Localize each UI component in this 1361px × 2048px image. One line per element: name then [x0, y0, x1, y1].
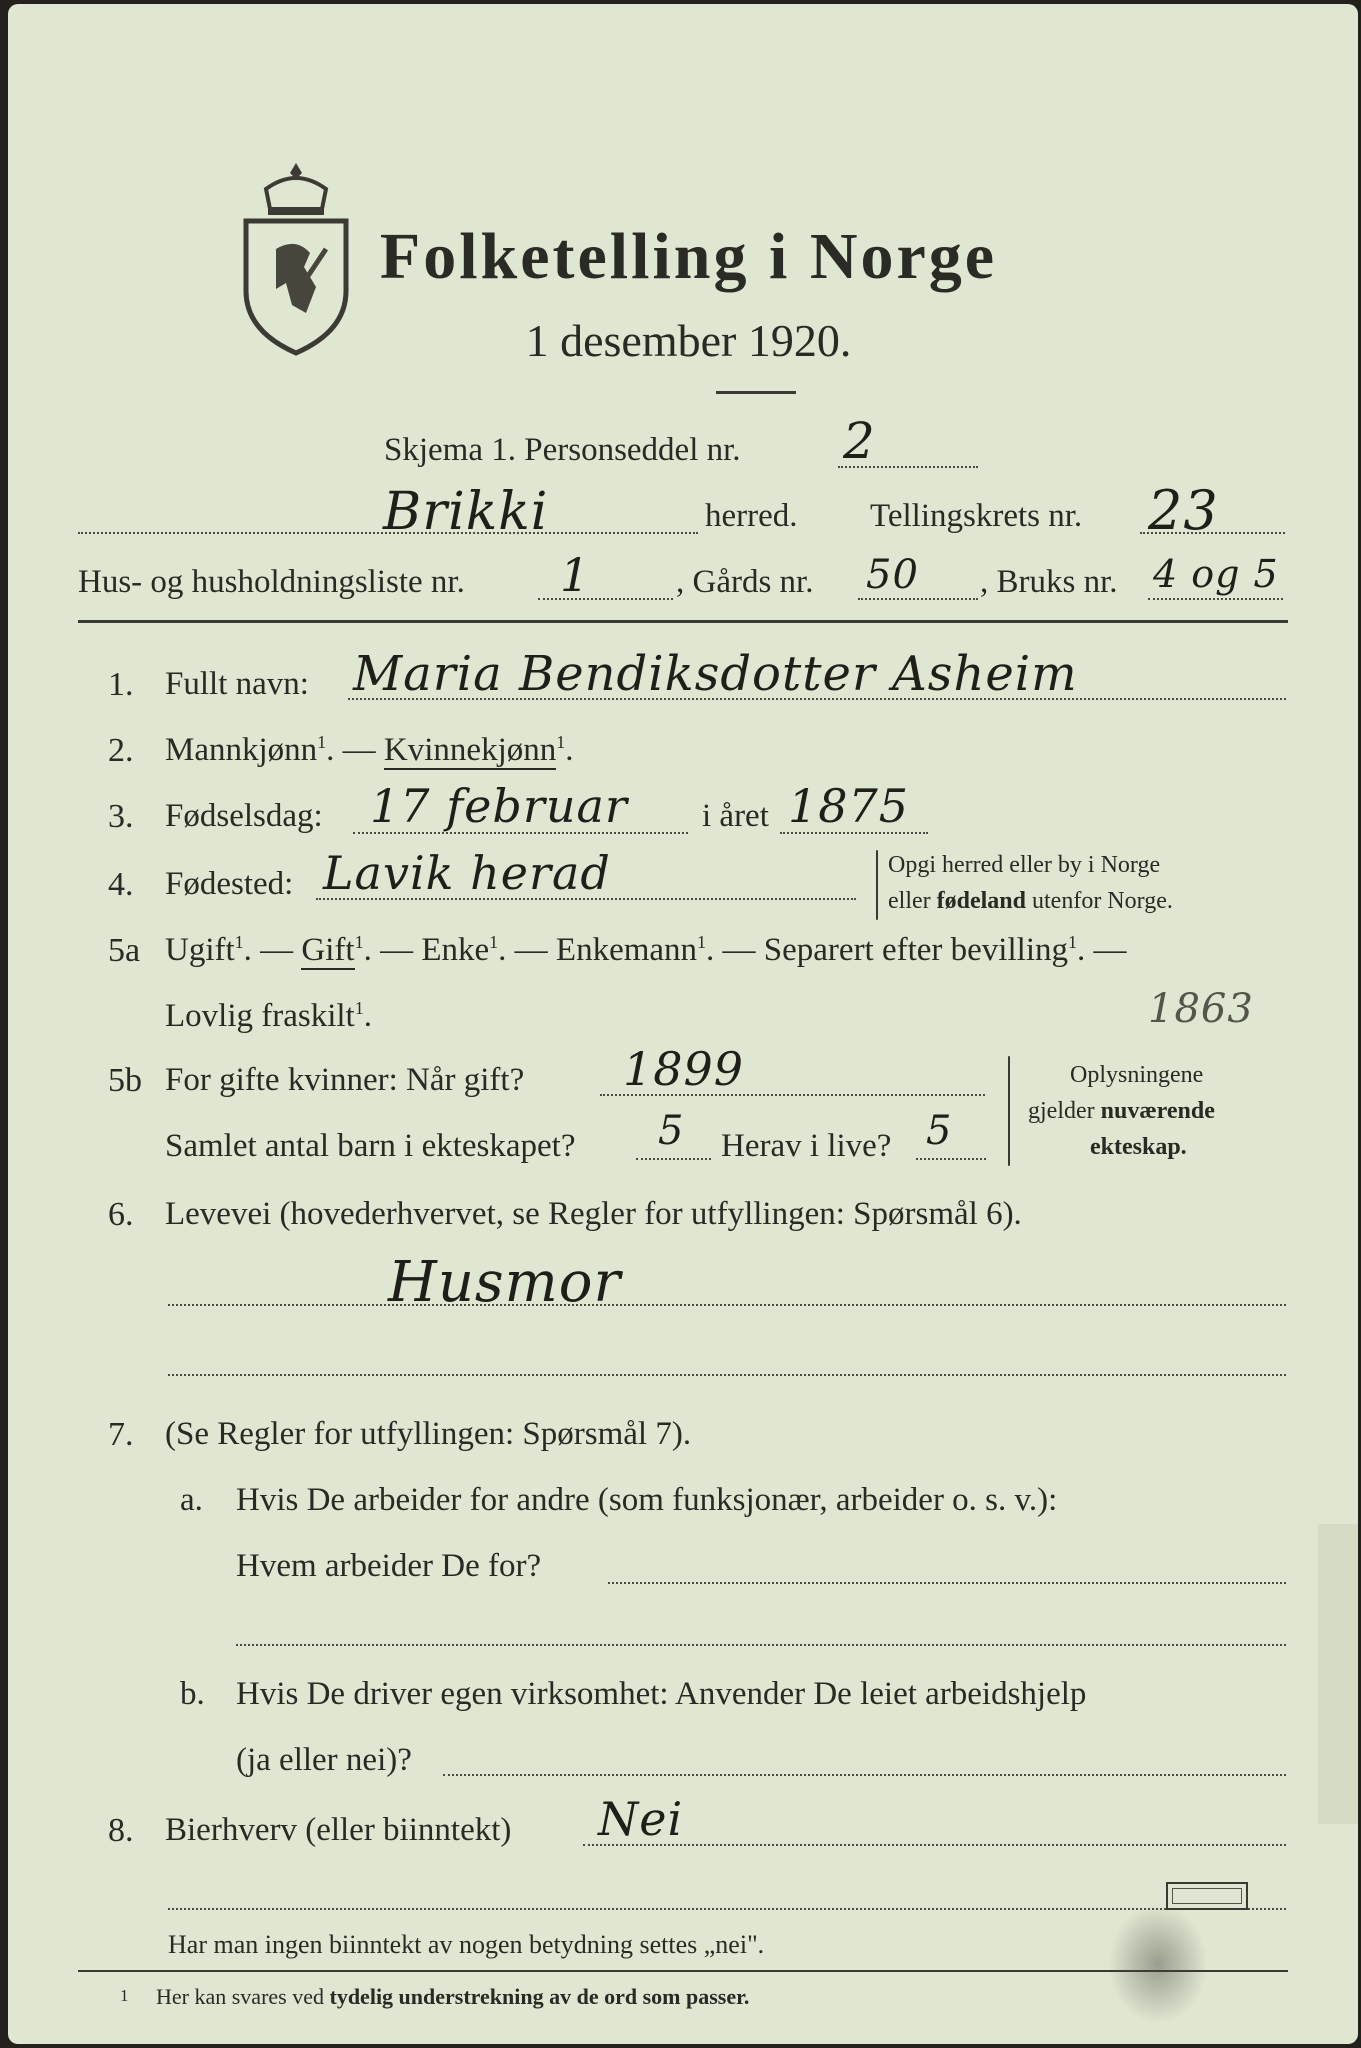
census-date: 1 desember 1920. [525, 315, 852, 366]
option-gift-underlined[interactable]: Gift [301, 932, 355, 968]
schema-label: Skjema 1. Personseddel nr. [384, 432, 741, 468]
q1-full-name: Maria Bendiksdotter Asheim [353, 646, 1078, 702]
personseddel-number: 2 [843, 412, 876, 470]
gards-label: , Gårds nr. [676, 564, 814, 600]
q5b-barn-label: Samlet antal barn i ekteskapet? [165, 1128, 576, 1164]
q4-birthplace: Lavik herad [323, 846, 611, 900]
option-separert[interactable]: Separert efter bevilling [763, 932, 1068, 968]
q5b-ilive-label: Herav i live? [721, 1128, 892, 1164]
hus-label: Hus- og husholdningsliste nr. [78, 564, 465, 600]
bruks-number: 4 og 5 [1153, 552, 1279, 596]
q7-label: (Se Regler for utfyllingen: Spørsmål 7). [165, 1416, 692, 1452]
q3-day-field[interactable] [353, 832, 688, 834]
q5b-note-line3: ekteskap. [1090, 1134, 1187, 1160]
census-form-sheet [8, 4, 1358, 2044]
q5b-note-line2: gjelder nuværende [1028, 1098, 1215, 1124]
q3-year-label: i året [702, 798, 769, 834]
footer-note: Har man ingen biinntekt av nogen betydning settes „nei". [168, 1930, 765, 1959]
q5b-note-line1: Oplysningene [1070, 1062, 1204, 1088]
option-ugift[interactable]: Ugift [165, 932, 235, 968]
option-enkemann[interactable]: Enkemann [555, 932, 698, 968]
q7a-letter: a. [180, 1482, 203, 1518]
margin-note-year: 1863 [1148, 986, 1254, 1032]
q1-number: 1. [108, 666, 134, 703]
tellingskrets-number: 23 [1148, 479, 1219, 542]
q6-field-2[interactable] [168, 1374, 1286, 1376]
footer-rule [78, 1970, 1288, 1972]
bruks-field[interactable] [1148, 598, 1283, 600]
q7a-field[interactable] [608, 1582, 1286, 1584]
q7a-field-2[interactable] [236, 1644, 1286, 1646]
option-fraskilt[interactable]: Lovlig fraskilt [165, 998, 355, 1034]
q5b-label: For gifte kvinner: Når gift? [165, 1062, 525, 1098]
q6-field-1[interactable] [168, 1304, 1286, 1306]
q5b-marriage-year: 1899 [623, 1042, 745, 1096]
option-male[interactable]: Mannkjønn [165, 732, 318, 768]
q5a-options: Ugift$^1$. — Gift$^1$. — Enke$^1$. — Enkemann$^1$. — Separert efter bevilling$^1$. — [165, 932, 1127, 968]
q4-label: Fødested: [165, 866, 294, 902]
paper-edge [1318, 1524, 1358, 1824]
option-female-underlined[interactable]: Kvinnekjønn [383, 732, 557, 768]
q4-note-line2: eller fødeland utenfor Norge. [888, 888, 1173, 914]
q7a-text: Hvis De arbeider for andre (som funksjonær, arbeider o. s. v.): [236, 1482, 1058, 1518]
footnote-marker: 1 [120, 1986, 129, 2005]
q2-options: Mannkjønn$^1$. — Kvinnekjønn$^1$. [165, 732, 574, 768]
q7b-field[interactable] [443, 1774, 1286, 1776]
q7b-question: (ja eller nei)? [236, 1742, 412, 1778]
q4-field[interactable] [316, 898, 856, 900]
option-enke[interactable]: Enke [421, 932, 490, 968]
hus-field[interactable] [538, 598, 673, 600]
tellingskrets-field[interactable] [1140, 532, 1285, 534]
q4-brace [876, 850, 878, 920]
q3-number: 3. [108, 798, 134, 835]
herred-name: Brikki [383, 482, 549, 542]
q7-number: 7. [108, 1416, 134, 1453]
q7b-letter: b. [180, 1676, 205, 1712]
q4-note-line1: Opgi herred eller by i Norge [888, 852, 1161, 878]
q3-birthday: 17 februar [370, 779, 628, 833]
q5b-ilive-field[interactable] [916, 1158, 986, 1160]
bruks-label: , Bruks nr. [980, 564, 1118, 600]
personseddel-field[interactable] [838, 466, 978, 468]
form-title: Folketelling i Norge [379, 220, 998, 293]
tellingskrets-label: Tellingskrets nr. [870, 498, 1083, 534]
q6-number: 6. [108, 1196, 134, 1233]
herred-label: herred. [705, 498, 798, 534]
gards-field[interactable] [858, 598, 978, 600]
q8-field[interactable] [583, 1844, 1286, 1846]
q7b-text: Hvis De driver egen virksomhet: Anvender De leiet arbeidshjelp [236, 1676, 1087, 1712]
q8-number: 8. [108, 1812, 134, 1849]
q6-label: Levevei (hovederhvervet, se Regler for utfyllingen: Spørsmål 6). [165, 1196, 1022, 1232]
q5b-children-alive: 5 [926, 1108, 953, 1154]
q1-label: Fullt navn: [165, 666, 309, 702]
q1-field[interactable] [348, 698, 1286, 700]
q7a-question: Hvem arbeider De for? [236, 1548, 542, 1584]
q6-occupation: Husmor [388, 1250, 622, 1315]
footnote-text: Her kan svares ved tydelig understrekning av de ord som passer. [156, 1984, 750, 2009]
title-divider [716, 391, 796, 394]
q5b-number: 5b [108, 1062, 142, 1099]
hus-number: 1 [560, 548, 591, 602]
q5a-number: 5a [108, 932, 141, 969]
q8-answer: Nei [598, 1792, 684, 1846]
q5b-brace [1008, 1056, 1010, 1166]
q2-number: 2. [108, 732, 134, 769]
q5b-children-total: 5 [658, 1108, 685, 1154]
q5b-barn-field[interactable] [636, 1158, 711, 1160]
q4-number: 4. [108, 866, 134, 903]
gards-number: 50 [866, 552, 919, 598]
q5a-options-line2: Lovlig fraskilt$^1$. [165, 998, 372, 1034]
q3-birth-year: 1875 [788, 779, 910, 833]
q8-label: Bierhverv (eller biinntekt) [165, 1812, 512, 1848]
q3-year-field[interactable] [780, 832, 928, 834]
q3-label: Fødselsdag: [165, 798, 323, 834]
q5b-field[interactable] [600, 1094, 985, 1096]
ink-smudge [1108, 1904, 1208, 2024]
header-rule [78, 620, 1288, 623]
